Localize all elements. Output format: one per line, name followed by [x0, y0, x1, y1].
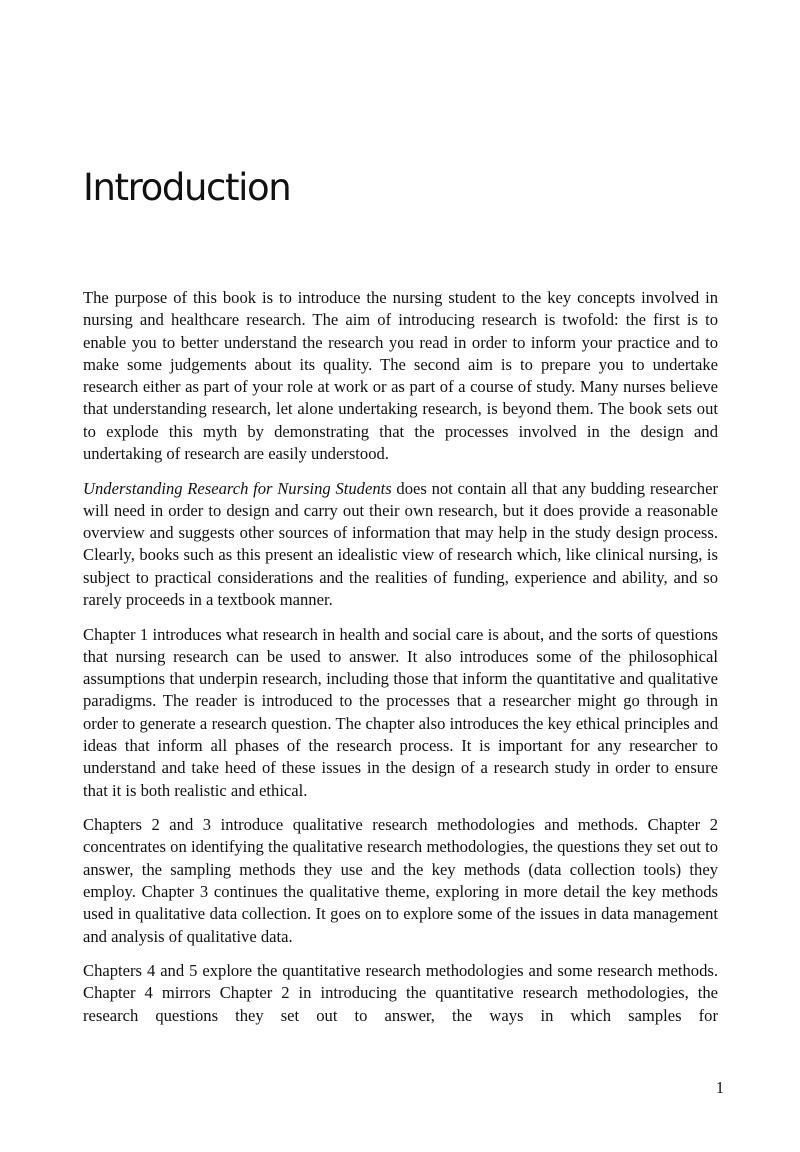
book-title: Understanding Research for Nursing Students — [83, 478, 392, 498]
paragraph-purpose: The purpose of this book is to introduce the nursing student to the key concepts involved in nursing and healthcare research. The aim of introducing research is twofold: the first is to enable you to better understand the research you read in order to inform your practice and to make some judgements about its quality. The second aim is to prepare you to undertake research either as part of your role at work or as part of a course of study. Many nurses believe that understanding research, let alone undertaking research, is beyond them. The book sets out to explode this myth by demonstrating that the processes involved in the design and undertaking of research are easily understood. — [83, 288, 718, 464]
paragraph-chapters-2-3: Chapters 2 and 3 introduce qualitative research methodologies and methods. Chapter 2 concentrates on identifying the qualitative research methodologies, the questions they set out to answer, the sampling methods they use and the key methods (data collection tools) they employ. Chapter 3 continues the qualitative theme, exploring in more detail the key methods used in qualitative data collection. It goes on to explore some of the issues in data management and analysis of qualitative data. — [83, 815, 718, 946]
page-number: 1 — [715, 1078, 724, 1097]
paragraph-book-scope-text: does not contain all that any budding researcher will need in order to design and carry out their own research, but it does provide a reasonable overview and suggests other sources of information that may help in the study design process. Clearly, books such as this present an idealistic view of research which, like clinical nursing, is subject to practical considerations and the realities of funding, experience and ability, and so rarely proceeds in a textbook manner. — [83, 478, 718, 610]
page-title: Introduction — [83, 166, 291, 209]
paragraph-chapters-4-5: Chapters 4 and 5 explore the quantitative research methodologies and some research methods. Chapter 4 mirrors Chapter 2 in introducing the quantitative research methodologies, the research questions they set out to answer, the ways in which samples for — [83, 961, 718, 1025]
paragraph-book-scope — [83, 478, 718, 612]
paragraph-chapter-1: Chapter 1 introduces what research in health and social care is about, and the sorts of questions that nursing research can be used to answer. It also introduces some of the philosophical assumptions that underpin research, including those that inform the quantitative and qualitative paradigms. The reader is introduced to the processes that a researcher might go through in order to generate a research question. The chapter also introduces the key ethical principles and ideas that inform all phases of the research process. It is important for any researcher to understand and take heed of these issues in the design of a research study in order to ensure that it is both realistic and ethical. — [83, 624, 718, 800]
body-text — [83, 287, 718, 1027]
